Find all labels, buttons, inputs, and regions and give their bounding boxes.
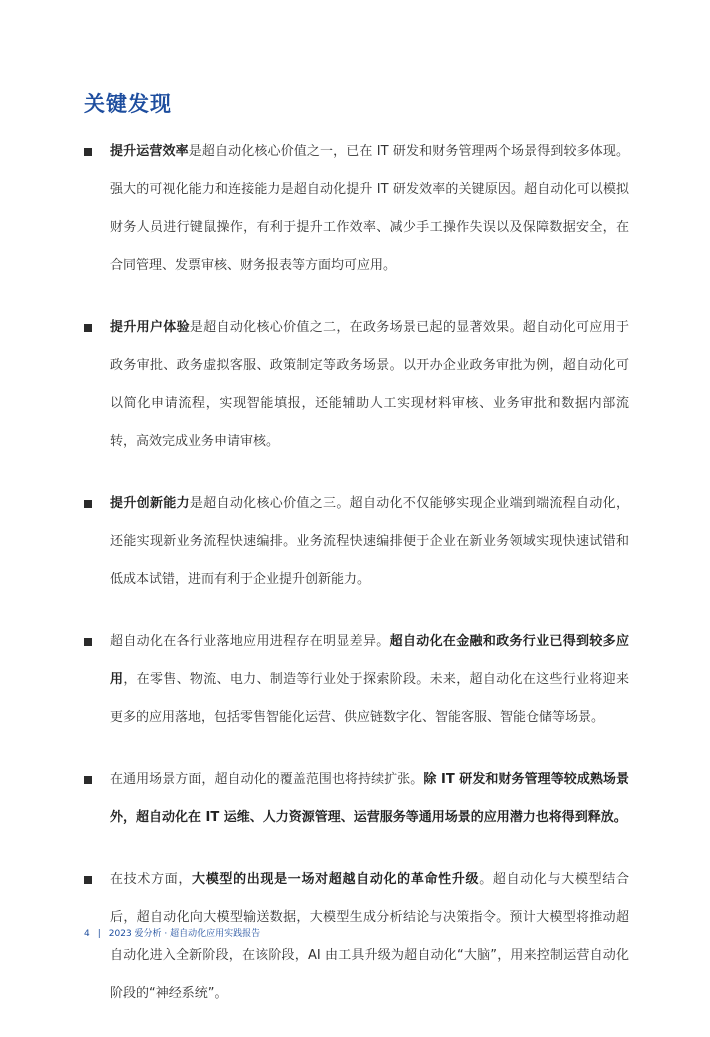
- finding-lead: 超自动化在各行业落地应用进程存在明显差异。: [110, 634, 390, 649]
- page-footer: [84, 926, 260, 939]
- key-findings-list: [84, 133, 629, 1037]
- finding-item-innovation: [84, 485, 629, 599]
- square-bullet-icon: [84, 638, 92, 646]
- finding-item-efficiency: [84, 133, 629, 285]
- finding-highlight: 提升创新能力: [110, 496, 190, 511]
- finding-text: 是超自动化核心价值之一，已在 IT 研发和财务管理两个场景得到较多体现。强大的可视化能力和连接能力是超自动化提升 IT 研发效率的关键原因。超自动化可以模拟财务人员进行键鼠操作，有利于提升工作效率、减少手工操作失误以及保障数据安全，在合同管理、发票审核、财务报表等方面均可应用。: [110, 144, 629, 273]
- square-bullet-icon: [84, 324, 92, 332]
- square-bullet-icon: [84, 148, 92, 156]
- finding-lead: 在技术方面，: [110, 872, 193, 887]
- square-bullet-icon: [84, 500, 92, 508]
- finding-text: 。超自动化与大模型结合后，超自动化向大模型输送数据，大模型生成分析结论与决策指令。预计大模型将推动超自动化进入全新阶段，在该阶段，AI 由工具升级为超自动化“大脑”，用来控制运营自动化阶段的“神经系统”。: [110, 872, 629, 1001]
- finding-text: ，在零售、物流、电力、制造等行业处于探索阶段。未来，超自动化在这些行业将迎来更多的应用落地，包括零售智能化运营、供应链数字化、智能客服、智能仓储等场景。: [110, 672, 629, 725]
- finding-text: 是超自动化核心价值之三。超自动化不仅能够实现企业端到端流程自动化，还能实现新业务流程快速编排。业务流程快速编排便于企业在新业务领域实现快速试错和低成本试错，进而有利于企业提升创新能力。: [110, 496, 629, 587]
- square-bullet-icon: [84, 776, 92, 784]
- report-title: 2023 爱分析 · 超自动化应用实践报告: [108, 929, 261, 939]
- finding-highlight: 提升用户体验: [110, 320, 190, 335]
- footer-separator: |: [97, 929, 101, 939]
- finding-lead: 在通用场景方面，超自动化的覆盖范围也将持续扩张。: [110, 772, 424, 787]
- square-bullet-icon: [84, 876, 92, 884]
- finding-item-industry: [84, 623, 629, 737]
- finding-highlight: 提升运营效率: [110, 144, 189, 159]
- finding-highlight: 大模型的出现是一场对超越自动化的革命性升级: [192, 872, 480, 887]
- page-number: 4: [84, 929, 90, 939]
- finding-item-user-experience: [84, 309, 629, 461]
- finding-highlight: 除 IT 研发和财务管理等较成熟场景外，超自动化在 IT 运维、人力资源管理、运营服务等通用场景的应用潜力也将得到释放。: [110, 772, 629, 825]
- finding-highlight: 超自动化在金融和政务行业已得到较多应用: [110, 634, 629, 687]
- finding-item-general-scenarios: [84, 761, 629, 837]
- page-title: 关键发现: [84, 92, 172, 116]
- finding-text: 是超自动化核心价值之二，在政务场景已起的显著效果。超自动化可应用于政务审批、政务虚拟客服、政策制定等政务场景。以开办企业政务审批为例，超自动化可以简化申请流程，实现智能填报，还能辅助人工实现材料审核、业务审批和数据内部流转，高效完成业务申请审核。: [110, 320, 629, 449]
